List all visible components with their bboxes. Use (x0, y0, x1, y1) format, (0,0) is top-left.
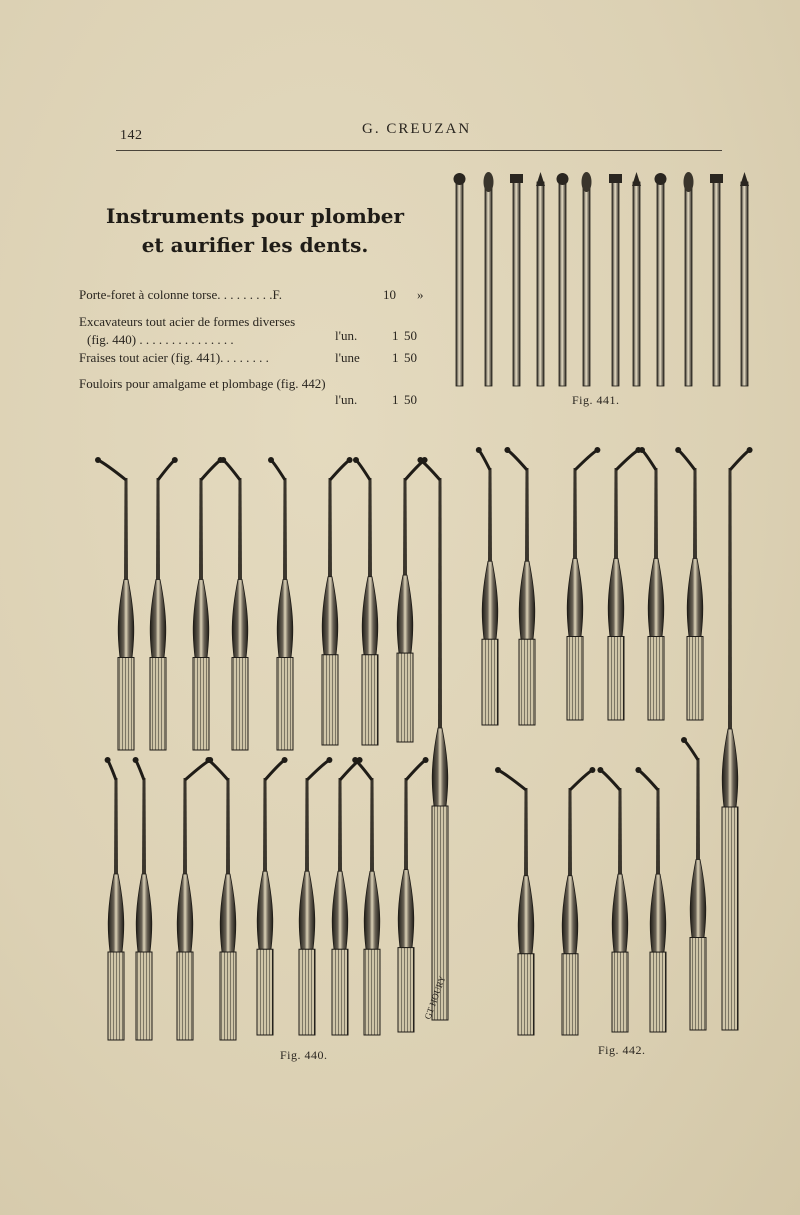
dental-bur (609, 174, 622, 386)
dental-instrument (398, 757, 429, 1032)
dental-burs-illustration (448, 168, 758, 390)
dental-instrument (639, 447, 664, 720)
dental-instrument (504, 447, 535, 725)
item-price: 1 (392, 392, 399, 407)
item-description-line-1: Excavateurs tout acier de formes diverses (79, 314, 296, 329)
item-price-cents: 50 (404, 350, 417, 365)
dental-bur (557, 173, 569, 386)
dental-instrument (268, 457, 293, 750)
section-title-line-1: Instruments pour plomber (105, 204, 405, 228)
item-description: Fraises tout acier (fig. 441). . . . . . . . (79, 350, 269, 365)
dental-instrument (150, 457, 178, 750)
dental-bur (710, 174, 723, 386)
running-head: G. CREUZAN (362, 121, 472, 137)
page-number: 142 (120, 128, 143, 143)
dental-bur (655, 173, 667, 386)
item-price: 1 (392, 328, 399, 343)
dental-instrument (257, 757, 288, 1035)
dental-instrument (681, 737, 706, 1030)
item-unit: l'un. (335, 328, 358, 343)
dental-bur (632, 172, 641, 386)
dental-instrument (193, 457, 224, 750)
item-price-cents: 50 (404, 328, 417, 343)
engraver-signature: GT HOURY (422, 974, 448, 1021)
figure-440-caption: Fig. 440. (280, 1048, 328, 1062)
dental-instrument (205, 757, 236, 1040)
dental-instrument (567, 447, 600, 720)
item-price-cents: » (417, 287, 424, 302)
dental-instrument (322, 457, 353, 745)
section-title (70, 202, 440, 260)
dental-instrument (417, 457, 448, 1020)
dental-instrument (299, 757, 332, 1035)
dental-instrument (675, 447, 703, 720)
item-price-cents: 50 (404, 392, 417, 407)
dental-instrument (397, 457, 428, 742)
dental-bur (582, 172, 592, 386)
dental-instrument (635, 767, 666, 1032)
section-title-line-2: et aurifier les dents. (141, 233, 369, 257)
dental-bur (536, 172, 545, 386)
item-description: Fouloirs pour amalgame et plombage (fig. 442) (79, 376, 326, 391)
dental-bur (684, 172, 694, 386)
excavators-and-pluggers-illustration (80, 420, 770, 1045)
dental-instrument (133, 757, 152, 1040)
item-description: Porte-foret à colonne torse. . . . . . . . .F. (79, 287, 282, 302)
item-price: 1 (392, 350, 399, 365)
dental-instrument (95, 457, 134, 750)
dental-instrument (562, 767, 595, 1035)
dental-instrument (722, 447, 753, 1030)
dental-instrument (476, 447, 498, 725)
dental-instrument (608, 447, 641, 720)
item-price: 10 (383, 287, 396, 302)
dental-instrument (597, 767, 628, 1032)
dental-instrument (220, 457, 248, 750)
dental-instrument (105, 757, 124, 1040)
header-rule (116, 150, 722, 151)
item-unit: l'une (335, 350, 360, 365)
figure-442-caption: Fig. 442. (598, 1043, 646, 1057)
dental-instrument (177, 757, 213, 1040)
dental-bur (454, 173, 466, 386)
dental-instrument (332, 757, 363, 1035)
dental-instrument (353, 457, 378, 745)
dental-instrument (352, 757, 380, 1035)
dental-bur (484, 172, 494, 386)
dental-instrument (495, 767, 534, 1035)
item-description-line-2: (fig. 440) . . . . . . . . . . . . . . . (87, 332, 234, 347)
item-unit: l'un. (335, 392, 358, 407)
dental-bur (510, 174, 523, 386)
dental-bur (740, 172, 749, 386)
figure-441-caption: Fig. 441. (572, 393, 620, 407)
